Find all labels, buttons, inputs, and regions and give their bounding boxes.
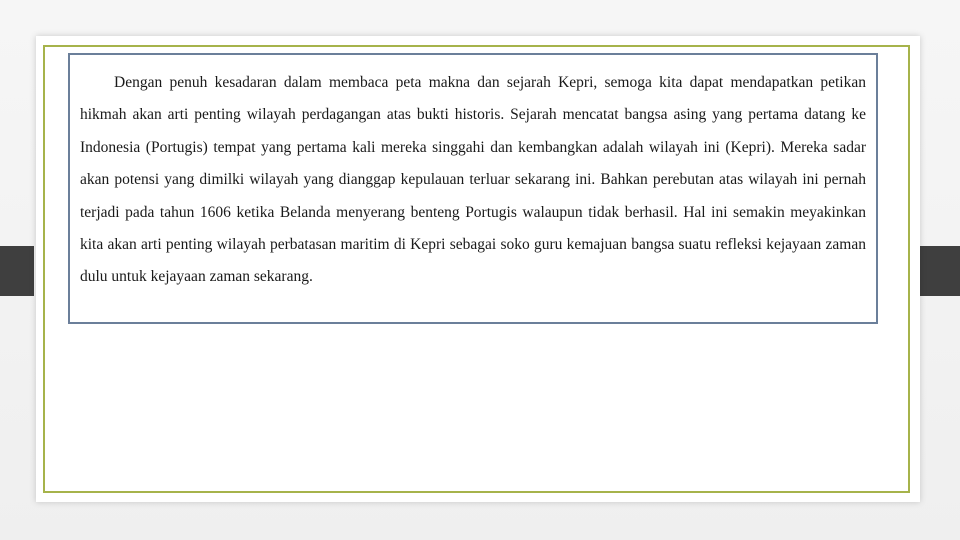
body-paragraph: Dengan penuh kesadaran dalam membaca peta makna dan sejarah Kepri, semoga kita dapat mendapatkan petikan hikmah akan arti penting wilayah perdagangan atas bukti historis. Sejarah mencatat bangsa asing yang pertama datang ke Indonesia (Portugis) tempat yang pertama kali mereka singgahi dan kembangkan adalah wilayah ini (Kepri). Mereka sadar akan potensi yang dimilki wilayah yang dianggap kepulauan terluar sekarang ini. Bahkan perebutan atas wilayah ini pernah terjadi pada tahun 1606 ketika Belanda menyerang benteng Portugis walaupun tidak berhasil. Hal ini semakin meyakinkan kita akan arti penting wilayah perbatasan maritim di Kepri sebagai soko guru kemajuan bangsa suatu refleksi kejayaan zaman dulu untuk kejayaan zaman sekarang. bbox=[80, 74, 866, 286]
left-side-tab bbox=[0, 246, 34, 296]
text-box[interactable] bbox=[68, 53, 878, 324]
